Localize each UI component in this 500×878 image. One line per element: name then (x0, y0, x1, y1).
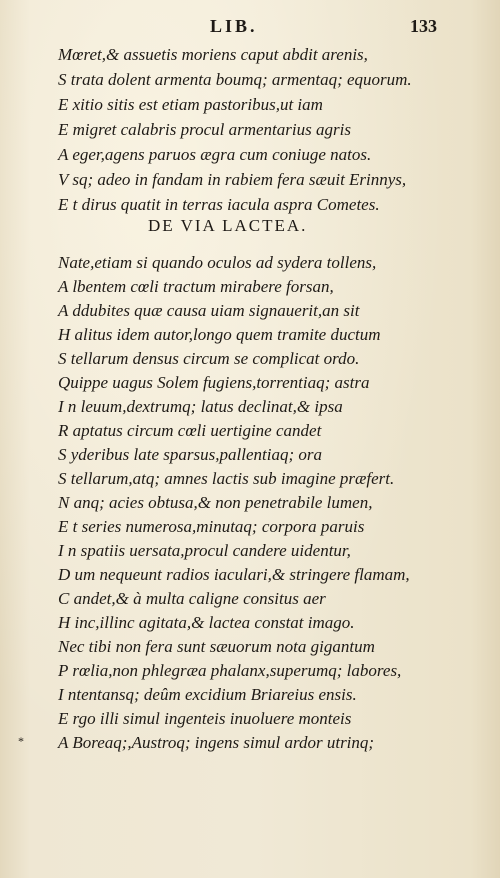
verse-line: I ntentansq; deûm excidium Briareius ensis. (58, 685, 357, 704)
verse-line: A ddubites quæ causa uiam signauerit,an sit (58, 301, 360, 320)
margin-mark: * (18, 734, 24, 748)
verse-line: E migret calabris procul armentarius agris (58, 120, 351, 139)
verse-line: D um nequeunt radios iaculari,& stringere flamam, (58, 565, 410, 584)
verse-line: Quippe uagus Solem fugiens,torrentiaq; astra (58, 373, 370, 392)
verse-line: Nec tibi non fera sunt sæuorum nota gigantum (58, 637, 375, 656)
verse-line: Nate,etiam si quando oculos ad sydera tollens, (58, 253, 377, 272)
verse-line: P rœlia,non phlegræa phalanx,superumq; labores, (58, 661, 402, 680)
running-head: LIB. (210, 16, 258, 36)
verse-line: E xitio sitis est etiam pastoribus,ut iam (58, 95, 323, 114)
page-header (0, 16, 500, 40)
verse-line: A eger,agens paruos ægra cum coniuge natos. (58, 145, 372, 164)
verse-line: A Boreaq;,Austroq; ingens simul ardor utrinq; (58, 733, 375, 752)
verse-line: E t series numerosa,minutaq; corpora paruis (58, 517, 365, 536)
verse-line: H inc,illinc agitata,& lactea constat imago. (58, 613, 355, 632)
verse-line: Mœret,& assuetis moriens caput abdit arenis, (58, 45, 368, 64)
verse-line: S tellarum densus circum se complicat ordo. (58, 349, 360, 368)
verse-line: S trata dolent armenta boumq; armentaq; equorum. (58, 70, 412, 89)
verse-line: R aptatus circum cœli uertigine candet (58, 421, 322, 440)
verse-line: H alitus idem autor,longo quem tramite ductum (58, 325, 381, 344)
verse-line: C andet,& à multa caligne consitus aer (58, 589, 326, 608)
verse-line: V sq; adeo in fandam in rabiem fera sæuit Erinnys, (58, 170, 407, 189)
verse-line: I n leuum,dextrumq; latus declinat,& ipsa (58, 397, 343, 416)
page-number: 133 (410, 16, 437, 36)
section-title: DE VIA LACTEA. (148, 216, 308, 235)
verse-line: S yderibus late sparsus,pallentiaq; ora (58, 445, 322, 464)
verse-line: I n spatiis uersata,procul candere uidentur, (58, 541, 351, 560)
verse-line: A lbentem cœli tractum mirabere forsan, (58, 277, 334, 296)
verse-line: E rgo illi simul ingenteis inuoluere monteis (58, 709, 352, 728)
verse-line: E t dirus quatit in terras iacula aspra Cometes. (58, 195, 380, 214)
verse-line: N anq; acies obtusa,& non penetrabile lumen, (58, 493, 373, 512)
verse-line: S tellarum,atq; amnes lactis sub imagine præfert. (58, 469, 395, 488)
